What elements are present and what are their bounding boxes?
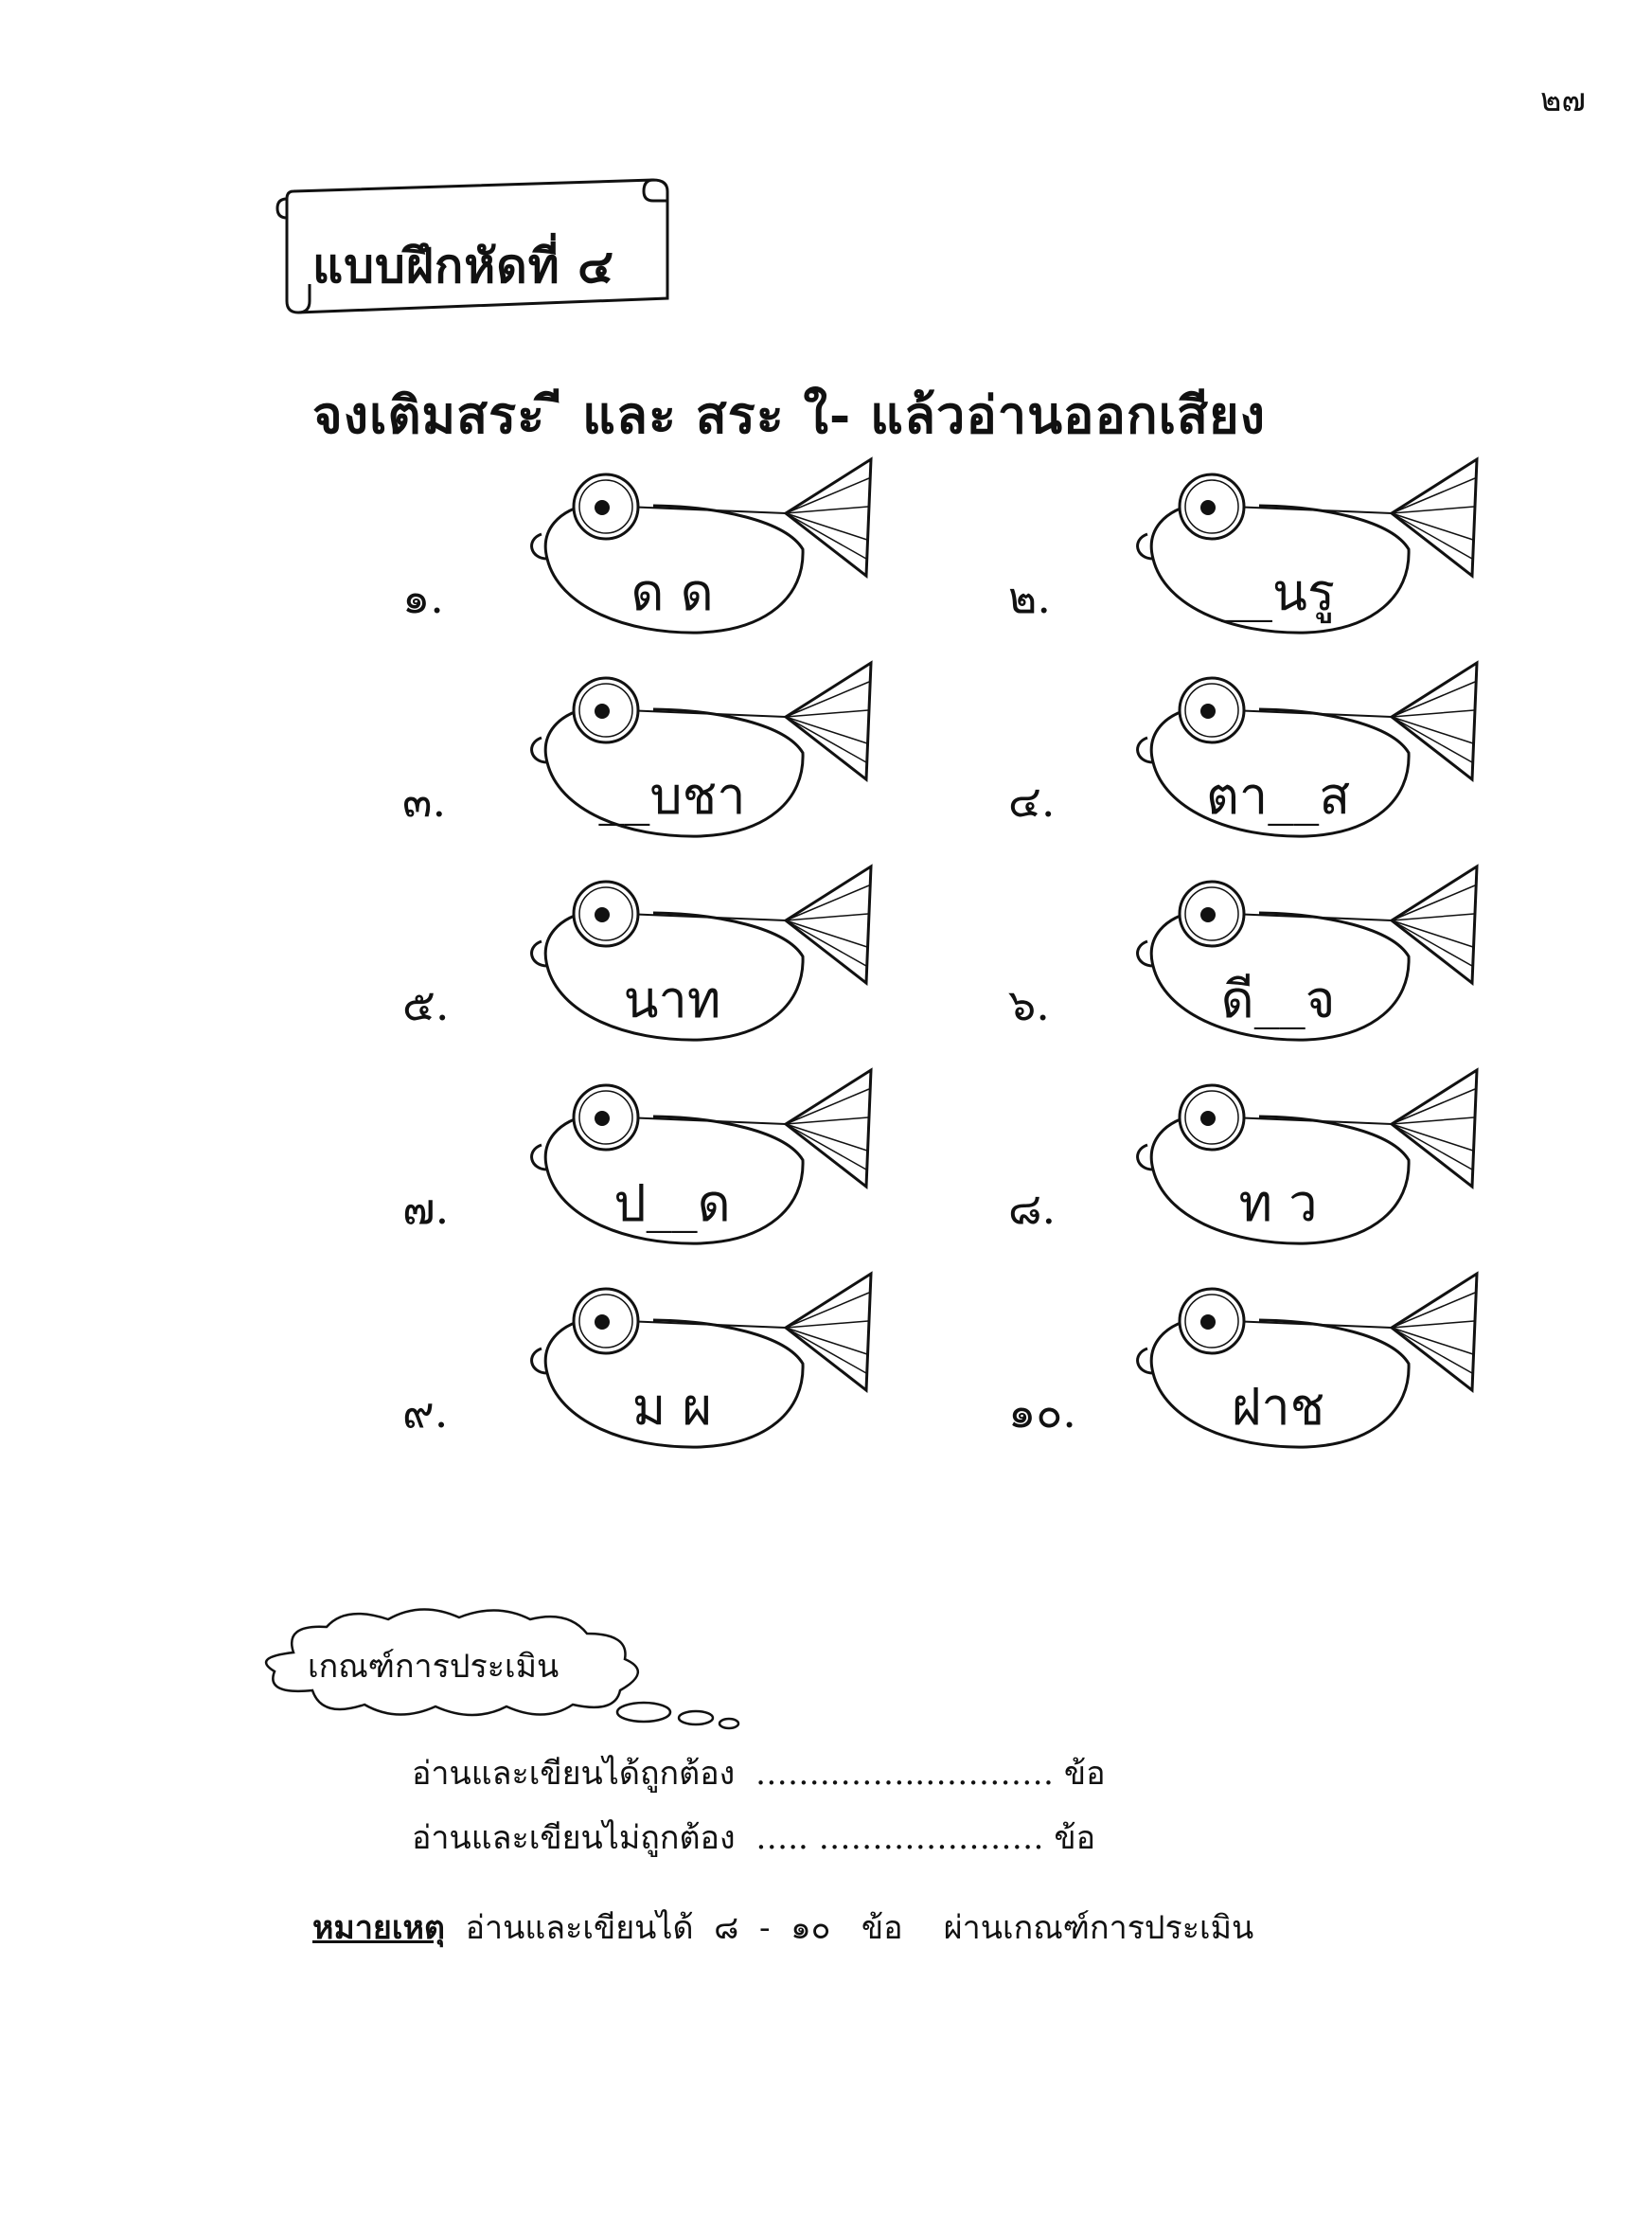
item-number: ๑. [402,572,444,623]
incomplete-word: ด ด [631,563,714,622]
exercise-item-2 [1008,455,1519,644]
incomplete-word: ม ผ [631,1377,713,1437]
item-number: ๘. [1008,1183,1057,1234]
exercise-item-1 [402,455,914,644]
item-number: ๔. [1008,776,1056,827]
incomplete-word: __นรู [1221,563,1335,622]
exercise-item-8 [1008,1065,1519,1255]
item-number: ๗. [402,1183,450,1234]
item-number: ๑๐. [1008,1386,1076,1438]
item-number: ๒. [1008,572,1051,623]
exercise-item-4 [1008,658,1519,848]
item-number: ๕. [402,979,450,1030]
incomplete-word: นาท [623,970,721,1029]
note-line [312,1902,1253,1953]
incomplete-word: __บชา [598,766,746,826]
item-number: ๖. [1008,979,1050,1030]
exercise-item-3 [402,658,914,848]
item-number: ๓. [402,776,447,827]
page-number: ๒๗ [1540,81,1586,119]
criteria-cloud [256,1600,748,1733]
exercise-item-10 [1008,1269,1519,1458]
exercise-item-6 [1008,862,1519,1051]
incomplete-word: ท ว [1238,1173,1318,1233]
incomplete-word: ดี__จ [1220,970,1336,1029]
incomplete-word: ตา__ส [1205,766,1351,826]
incomplete-word: ฝาช [1231,1377,1325,1437]
incomplete-word: ป__ด [613,1173,731,1233]
instruction: จงเติมสระ ี และ สระ ใ- แล้วอ่านออกเสียง [312,384,1267,445]
exercise-item-5 [402,862,914,1051]
exercise-item-7 [402,1065,914,1255]
item-number: ๙. [402,1386,449,1438]
criteria-incorrect: อ่านและเขียนไม่ถูกต้อง ….. ………………… ข้อ [412,1819,1096,1857]
criteria-correct: อ่านและเขียนได้ถูกต้อง ……..……..………… ข้อ [412,1755,1106,1793]
exercise-title: แบบฝึกหัดที่ ๔ [312,238,614,294]
note-label: หมายเหตุ [312,1909,445,1947]
exercise-banner [270,170,686,322]
note-text: อ่านและเขียนได้ ๘ - ๑๐ ข้อ ผ่านเกณฑ์การประเมิน [444,1909,1254,1947]
criteria-title: เกณฑ์การประเมิน [308,1648,560,1686]
exercise-item-9 [402,1269,914,1458]
